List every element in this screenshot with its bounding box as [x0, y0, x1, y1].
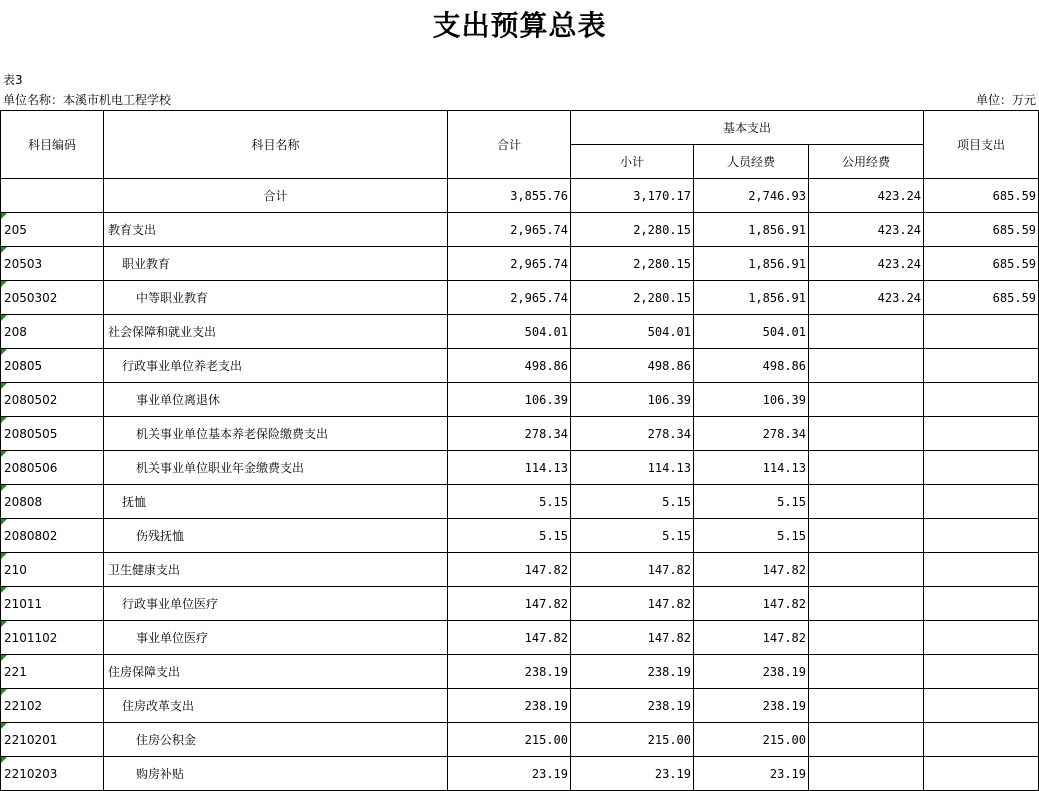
total-row — [1, 179, 1039, 213]
subject-code: 22102 — [1, 689, 104, 723]
table-row — [1, 519, 1039, 553]
personnel-cell: 106.39 — [694, 383, 809, 417]
subject-name: 职业教育 — [104, 247, 448, 281]
total-cell: 5.15 — [448, 519, 571, 553]
subject-code: 20503 — [1, 247, 104, 281]
personnel-cell: 147.82 — [694, 587, 809, 621]
personnel-cell: 1,856.91 — [694, 213, 809, 247]
public-cell: 423.24 — [809, 247, 924, 281]
total-cell: 147.82 — [448, 553, 571, 587]
project-cell — [924, 417, 1039, 451]
subtotal-cell: 147.82 — [571, 553, 694, 587]
subtotal-cell: 5.15 — [571, 519, 694, 553]
subject-name: 伤残抚恤 — [104, 519, 448, 553]
public-cell — [809, 451, 924, 485]
cell-marker-icon — [1, 247, 7, 253]
public-cell — [809, 519, 924, 553]
subject-code: 2080502 — [1, 383, 104, 417]
subject-code: 20808 — [1, 485, 104, 519]
total-cell: 147.82 — [448, 621, 571, 655]
subject-code: 2080505 — [1, 417, 104, 451]
cell-marker-icon — [1, 281, 7, 287]
subtotal-cell: 2,280.15 — [571, 247, 694, 281]
cell-marker-icon — [1, 349, 7, 355]
table-row — [1, 417, 1039, 451]
total-cell: 238.19 — [448, 689, 571, 723]
table-row — [1, 587, 1039, 621]
public-cell — [809, 553, 924, 587]
subject-code: 205 — [1, 213, 104, 247]
total-total: 3,855.76 — [448, 179, 571, 213]
table-row — [1, 281, 1039, 315]
cell-marker-icon — [1, 383, 7, 389]
table-row — [1, 247, 1039, 281]
public-cell — [809, 417, 924, 451]
table-number: 表3 — [3, 73, 23, 87]
subject-name: 教育支出 — [104, 213, 448, 247]
project-cell: 685.59 — [924, 247, 1039, 281]
public-cell — [809, 757, 924, 791]
subject-code: 2210203 — [1, 757, 104, 791]
subject-name: 住房保障支出 — [104, 655, 448, 689]
subtotal-cell: 215.00 — [571, 723, 694, 757]
cell-marker-icon — [1, 621, 7, 627]
subject-code: 2080802 — [1, 519, 104, 553]
total-cell: 114.13 — [448, 451, 571, 485]
cell-marker-icon — [1, 689, 7, 695]
subtotal-cell: 238.19 — [571, 655, 694, 689]
project-cell: 685.59 — [924, 281, 1039, 315]
header-name: 科目名称 — [104, 111, 448, 179]
personnel-cell: 215.00 — [694, 723, 809, 757]
header-code: 科目编码 — [1, 111, 104, 179]
project-cell — [924, 485, 1039, 519]
personnel-cell: 1,856.91 — [694, 281, 809, 315]
header-public: 公用经费 — [809, 145, 924, 179]
project-cell — [924, 757, 1039, 791]
total-cell: 147.82 — [448, 587, 571, 621]
public-cell — [809, 383, 924, 417]
subject-name: 行政事业单位医疗 — [104, 587, 448, 621]
total-cell: 106.39 — [448, 383, 571, 417]
public-cell — [809, 723, 924, 757]
total-cell: 278.34 — [448, 417, 571, 451]
total-cell: 498.86 — [448, 349, 571, 383]
table-row — [1, 655, 1039, 689]
header-basic-expenditure: 基本支出 — [571, 111, 924, 145]
subject-name: 购房补贴 — [104, 757, 448, 791]
subtotal-cell: 2,280.15 — [571, 213, 694, 247]
table-row — [1, 689, 1039, 723]
table-row — [1, 383, 1039, 417]
total-cell: 23.19 — [448, 757, 571, 791]
table-row — [1, 485, 1039, 519]
personnel-cell: 238.19 — [694, 689, 809, 723]
subtotal-cell: 504.01 — [571, 315, 694, 349]
total-label: 合计 — [104, 179, 448, 213]
total-subtotal: 3,170.17 — [571, 179, 694, 213]
unit-name: 单位名称：本溪市机电工程学校 — [3, 93, 172, 107]
subject-name: 住房公积金 — [104, 723, 448, 757]
table-row — [1, 349, 1039, 383]
subtotal-cell: 114.13 — [571, 451, 694, 485]
project-cell — [924, 689, 1039, 723]
project-cell: 685.59 — [924, 213, 1039, 247]
cell-marker-icon — [1, 451, 7, 457]
personnel-cell: 1,856.91 — [694, 247, 809, 281]
personnel-cell: 23.19 — [694, 757, 809, 791]
total-cell: 504.01 — [448, 315, 571, 349]
total-cell: 2,965.74 — [448, 281, 571, 315]
cell-marker-icon — [1, 417, 7, 423]
subject-code: 221 — [1, 655, 104, 689]
project-cell — [924, 723, 1039, 757]
header-subtotal: 小计 — [571, 145, 694, 179]
personnel-cell: 147.82 — [694, 621, 809, 655]
total-project: 685.59 — [924, 179, 1039, 213]
table-row — [1, 723, 1039, 757]
subtotal-cell: 23.19 — [571, 757, 694, 791]
cell-marker-icon — [1, 655, 7, 661]
personnel-cell: 498.86 — [694, 349, 809, 383]
subject-name: 行政事业单位养老支出 — [104, 349, 448, 383]
subtotal-cell: 2,280.15 — [571, 281, 694, 315]
total-code-cell — [1, 179, 104, 213]
project-cell — [924, 621, 1039, 655]
total-cell: 2,965.74 — [448, 213, 571, 247]
cell-marker-icon — [1, 757, 7, 763]
cell-marker-icon — [1, 315, 7, 321]
project-cell — [924, 587, 1039, 621]
subtotal-cell: 147.82 — [571, 587, 694, 621]
currency-unit: 单位：万元 — [975, 93, 1036, 107]
subject-code: 2210201 — [1, 723, 104, 757]
total-public: 423.24 — [809, 179, 924, 213]
total-cell: 215.00 — [448, 723, 571, 757]
cell-marker-icon — [1, 485, 7, 491]
subject-code: 2101102 — [1, 621, 104, 655]
subtotal-cell: 278.34 — [571, 417, 694, 451]
total-cell: 238.19 — [448, 655, 571, 689]
cell-marker-icon — [1, 723, 7, 729]
table-row — [1, 621, 1039, 655]
subtotal-cell: 106.39 — [571, 383, 694, 417]
subject-code: 2080506 — [1, 451, 104, 485]
cell-marker-icon — [1, 553, 7, 559]
table-row — [1, 553, 1039, 587]
personnel-cell: 504.01 — [694, 315, 809, 349]
subject-name: 住房改革支出 — [104, 689, 448, 723]
page-title: 支出预算总表 — [432, 9, 607, 42]
subject-name: 事业单位医疗 — [104, 621, 448, 655]
public-cell: 423.24 — [809, 213, 924, 247]
subject-name: 社会保障和就业支出 — [104, 315, 448, 349]
public-cell — [809, 349, 924, 383]
subtotal-cell: 147.82 — [571, 621, 694, 655]
total-cell: 5.15 — [448, 485, 571, 519]
subject-code: 210 — [1, 553, 104, 587]
table-row — [1, 757, 1039, 791]
cell-marker-icon — [1, 587, 7, 593]
subject-name: 卫生健康支出 — [104, 553, 448, 587]
header-project-expenditure: 项目支出 — [924, 111, 1039, 179]
project-cell — [924, 451, 1039, 485]
subject-name: 机关事业单位职业年金缴费支出 — [104, 451, 448, 485]
expenditure-budget-table — [0, 110, 1039, 791]
subject-code: 20805 — [1, 349, 104, 383]
subject-name: 抚恤 — [104, 485, 448, 519]
total-cell: 2,965.74 — [448, 247, 571, 281]
table-row — [1, 451, 1039, 485]
personnel-cell: 5.15 — [694, 485, 809, 519]
project-cell — [924, 349, 1039, 383]
subtotal-cell: 498.86 — [571, 349, 694, 383]
project-cell — [924, 655, 1039, 689]
public-cell — [809, 621, 924, 655]
public-cell — [809, 587, 924, 621]
header-total: 合计 — [448, 111, 571, 179]
total-personnel: 2,746.93 — [694, 179, 809, 213]
subject-code: 21011 — [1, 587, 104, 621]
table-row — [1, 213, 1039, 247]
header-personnel: 人员经费 — [694, 145, 809, 179]
personnel-cell: 114.13 — [694, 451, 809, 485]
subject-code: 2050302 — [1, 281, 104, 315]
project-cell — [924, 519, 1039, 553]
personnel-cell: 278.34 — [694, 417, 809, 451]
personnel-cell: 238.19 — [694, 655, 809, 689]
project-cell — [924, 553, 1039, 587]
subject-name: 事业单位离退休 — [104, 383, 448, 417]
subject-name: 机关事业单位基本养老保险缴费支出 — [104, 417, 448, 451]
subject-code: 208 — [1, 315, 104, 349]
table-row — [1, 315, 1039, 349]
public-cell: 423.24 — [809, 281, 924, 315]
public-cell — [809, 485, 924, 519]
public-cell — [809, 315, 924, 349]
subject-name: 中等职业教育 — [104, 281, 448, 315]
public-cell — [809, 655, 924, 689]
personnel-cell: 147.82 — [694, 553, 809, 587]
personnel-cell: 5.15 — [694, 519, 809, 553]
project-cell — [924, 315, 1039, 349]
project-cell — [924, 383, 1039, 417]
public-cell — [809, 689, 924, 723]
subtotal-cell: 5.15 — [571, 485, 694, 519]
cell-marker-icon — [1, 213, 7, 219]
cell-marker-icon — [1, 519, 7, 525]
subtotal-cell: 238.19 — [571, 689, 694, 723]
